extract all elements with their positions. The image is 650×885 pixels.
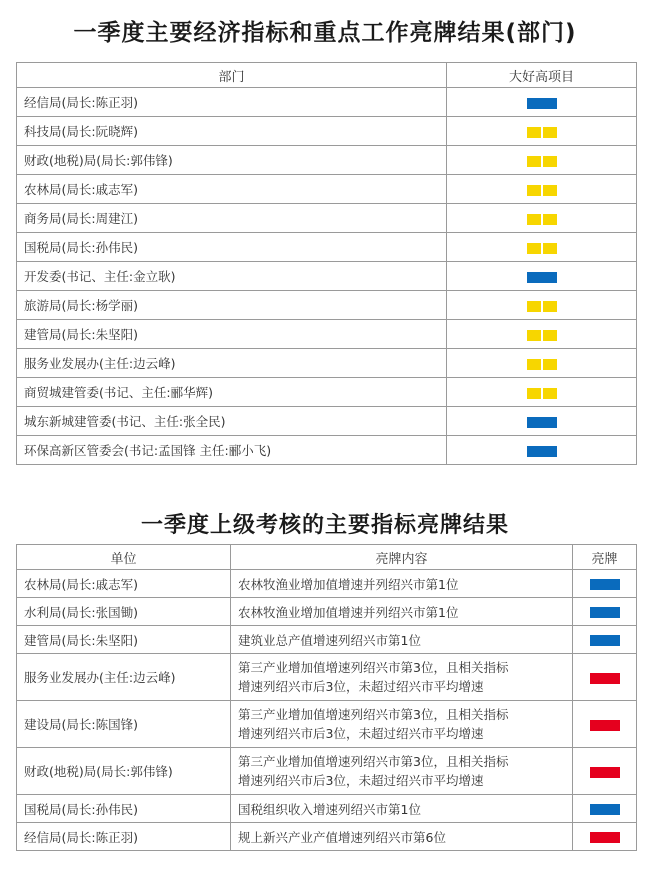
- department-name: 服务业发展办(主任:边云峰): [17, 349, 447, 378]
- table-row: [17, 654, 637, 701]
- table-row: [17, 570, 637, 598]
- yellow-badge-block: [527, 359, 541, 370]
- table-row: [17, 233, 637, 262]
- badge-cell: [447, 88, 637, 117]
- blue-badge: [590, 579, 620, 590]
- department-badge-table: [16, 62, 637, 465]
- blue-badge: [527, 446, 557, 457]
- badge-cell: [447, 233, 637, 262]
- table-row: [17, 117, 637, 146]
- table-row: [17, 823, 637, 851]
- yellow-badge-block: [543, 243, 557, 254]
- table-row: [17, 701, 637, 748]
- yellow-badge: [526, 330, 558, 341]
- badge-cell: [447, 436, 637, 465]
- yellow-badge-block: [543, 214, 557, 225]
- content-line: 国税组织收入增速列绍兴市第1位: [238, 801, 421, 817]
- yellow-badge: [526, 359, 558, 370]
- yellow-badge: [526, 156, 558, 167]
- badge-content: [231, 701, 573, 748]
- content-line: 增速列绍兴市后3位，未超过绍兴市平均增速: [238, 679, 484, 694]
- table-row: [17, 262, 637, 291]
- yellow-badge-block: [527, 330, 541, 341]
- yellow-badge: [526, 127, 558, 138]
- blue-badge: [590, 607, 620, 618]
- department-name: 商务局(局长:周建江): [17, 204, 447, 233]
- badge-cell: [447, 262, 637, 291]
- header-department: 部门: [17, 63, 447, 88]
- table-row: [17, 349, 637, 378]
- table-row: [17, 175, 637, 204]
- yellow-badge-block: [527, 388, 541, 399]
- badge-content: [231, 598, 573, 626]
- badge-cell: [447, 378, 637, 407]
- table-row: [17, 598, 637, 626]
- department-name: 城东新城建管委(书记、主任:张全民): [17, 407, 447, 436]
- badge-cell: [573, 598, 637, 626]
- unit-name: 经信局(局长:陈正羽): [17, 823, 231, 851]
- unit-name: 服务业发展办(主任:边云峰): [17, 654, 231, 701]
- header-big-good-high-project: 大好高项目: [447, 63, 637, 88]
- content-line: 建筑业总产值增速列绍兴市第1位: [238, 632, 421, 648]
- red-badge: [590, 767, 620, 778]
- unit-name: 建管局(局长:朱坚阳): [17, 626, 231, 654]
- yellow-badge: [526, 243, 558, 254]
- badge-cell: [573, 701, 637, 748]
- table-header-row: [17, 545, 637, 570]
- unit-name: 建设局(局长:陈国锋): [17, 701, 231, 748]
- blue-badge: [590, 635, 620, 646]
- yellow-badge: [526, 301, 558, 312]
- unit-name: 农林局(局长:戚志军): [17, 570, 231, 598]
- table-row: [17, 795, 637, 823]
- badge-cell: [573, 570, 637, 598]
- yellow-badge-block: [527, 214, 541, 225]
- yellow-badge: [526, 388, 558, 399]
- content-line: 增速列绍兴市后3位，未超过绍兴市平均增速: [238, 726, 484, 741]
- yellow-badge-block: [543, 301, 557, 312]
- yellow-badge-block: [543, 330, 557, 341]
- assessment-badge-table: [16, 544, 637, 851]
- department-name: 科技局(局长:阮晓辉): [17, 117, 447, 146]
- department-name: 经信局(局长:陈正羽): [17, 88, 447, 117]
- badge-content: [231, 748, 573, 795]
- badge-cell: [447, 175, 637, 204]
- yellow-badge-block: [543, 185, 557, 196]
- unit-name: 水利局(局长:张国锄): [17, 598, 231, 626]
- content-line: 第三产业增加值增速列绍兴市第3位，且相关指标: [238, 754, 509, 769]
- department-name: 环保高新区管委会(书记:孟国锋 主任:郦小飞): [17, 436, 447, 465]
- badge-cell: [447, 407, 637, 436]
- yellow-badge: [526, 214, 558, 225]
- yellow-badge-block: [527, 301, 541, 312]
- header-badge-content: 亮牌内容: [231, 545, 573, 570]
- yellow-badge-block: [543, 388, 557, 399]
- blue-badge: [527, 98, 557, 109]
- blue-badge: [590, 804, 620, 815]
- badge-cell: [573, 748, 637, 795]
- header-badge: 亮牌: [573, 545, 637, 570]
- department-name: 财政(地税)局(局长:郭伟锋): [17, 146, 447, 175]
- blue-badge: [527, 272, 557, 283]
- table-row: [17, 146, 637, 175]
- yellow-badge-block: [527, 243, 541, 254]
- yellow-badge-block: [527, 185, 541, 196]
- blue-badge: [527, 417, 557, 428]
- content-line: 增速列绍兴市后3位，未超过绍兴市平均增速: [238, 773, 484, 788]
- content-line: 第三产业增加值增速列绍兴市第3位，且相关指标: [238, 660, 509, 675]
- department-name: 旅游局(局长:杨学丽): [17, 291, 447, 320]
- red-badge: [590, 673, 620, 684]
- department-name: 开发委(书记、主任:金立耿): [17, 262, 447, 291]
- table-row: [17, 436, 637, 465]
- table-header-row: [17, 63, 637, 88]
- content-line: 第三产业增加值增速列绍兴市第3位，且相关指标: [238, 707, 509, 722]
- department-name: 建管局(局长:朱坚阳): [17, 320, 447, 349]
- yellow-badge-block: [543, 127, 557, 138]
- badge-cell: [447, 146, 637, 175]
- section1-title: 一季度主要经济指标和重点工作亮牌结果(部门): [73, 20, 577, 46]
- table-row: [17, 626, 637, 654]
- yellow-badge-block: [543, 359, 557, 370]
- table-row: [17, 204, 637, 233]
- badge-cell: [573, 795, 637, 823]
- table-row: [17, 378, 637, 407]
- badge-cell: [573, 654, 637, 701]
- badge-cell: [447, 349, 637, 378]
- header-unit: 单位: [17, 545, 231, 570]
- badge-cell: [573, 823, 637, 851]
- content-line: 农林牧渔业增加值增速并列绍兴市第1位: [238, 576, 459, 592]
- content-line: 农林牧渔业增加值增速并列绍兴市第1位: [238, 604, 459, 620]
- badge-cell: [447, 291, 637, 320]
- yellow-badge-block: [527, 127, 541, 138]
- yellow-badge-block: [527, 156, 541, 167]
- badge-content: [231, 626, 573, 654]
- badge-content: [231, 654, 573, 701]
- section2-title: 一季度上级考核的主要指标亮牌结果: [140, 513, 509, 538]
- table-row: [17, 291, 637, 320]
- yellow-badge-block: [543, 156, 557, 167]
- red-badge: [590, 720, 620, 731]
- department-name: 农林局(局长:戚志军): [17, 175, 447, 204]
- table-row: [17, 748, 637, 795]
- table-row: [17, 320, 637, 349]
- badge-cell: [447, 320, 637, 349]
- unit-name: 财政(地税)局(局长:郭伟锋): [17, 748, 231, 795]
- badge-content: [231, 823, 573, 851]
- badge-cell: [573, 626, 637, 654]
- department-name: 商贸城建管委(书记、主任:郦华辉): [17, 378, 447, 407]
- badge-content: [231, 795, 573, 823]
- unit-name: 国税局(局长:孙伟民): [17, 795, 231, 823]
- table-row: [17, 407, 637, 436]
- badge-content: [231, 570, 573, 598]
- badge-cell: [447, 204, 637, 233]
- content-line: 规上新兴产业产值增速列绍兴市第6位: [238, 829, 446, 845]
- table-row: [17, 88, 637, 117]
- department-name: 国税局(局长:孙伟民): [17, 233, 447, 262]
- red-badge: [590, 832, 620, 843]
- yellow-badge: [526, 185, 558, 196]
- badge-cell: [447, 117, 637, 146]
